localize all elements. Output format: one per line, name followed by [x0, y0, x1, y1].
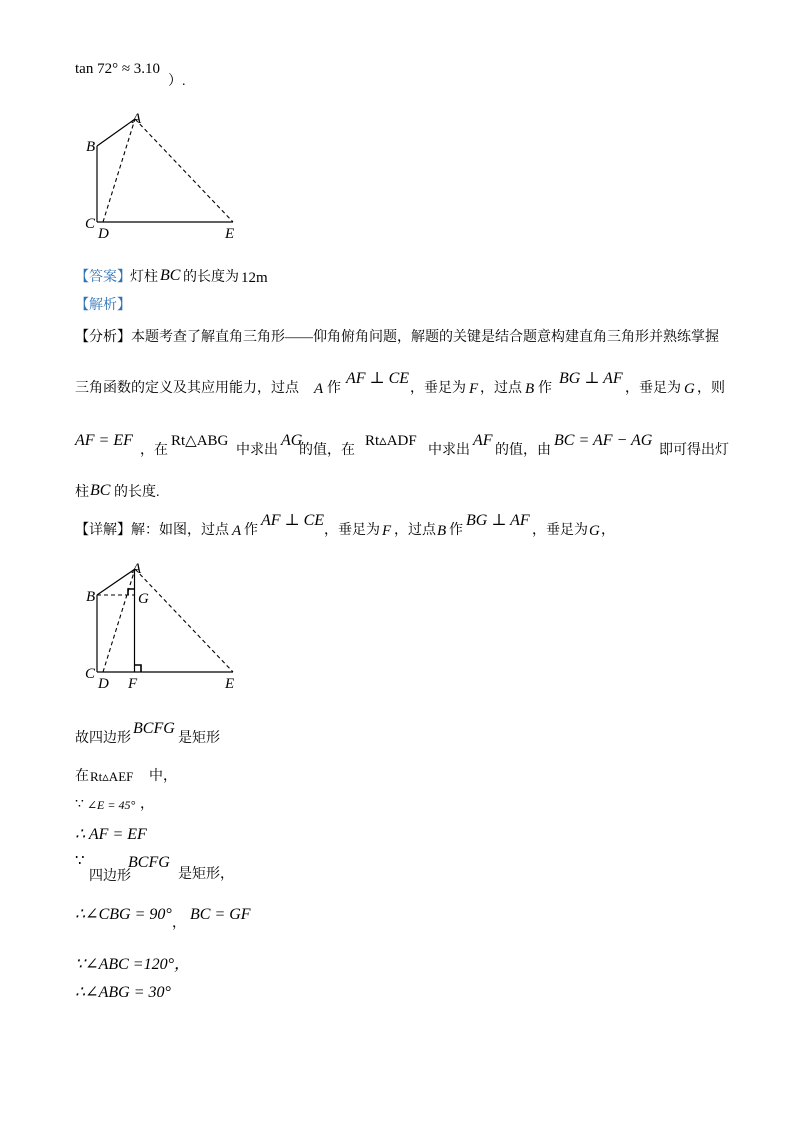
intro-line	[0, 60, 800, 89]
math-expression: AG	[281, 432, 303, 449]
label-g: G	[138, 591, 149, 607]
point-label: G	[684, 381, 695, 397]
label-d: D	[98, 676, 109, 692]
detail-text: 作	[449, 523, 463, 538]
math-expression: AF	[473, 432, 493, 449]
point-label: G	[589, 523, 600, 539]
answer-text: 灯柱	[130, 270, 158, 285]
detail-text: ，	[601, 523, 615, 538]
analysis-text: 的值，由	[495, 443, 551, 458]
step-6	[0, 906, 800, 931]
analysis-text: 的长度.	[114, 485, 160, 500]
step-text: ，	[172, 916, 186, 931]
answer-math: BC	[160, 267, 181, 284]
intro-expression: tan 72° ≈ 3.10	[75, 61, 161, 77]
analysis-text: 三角函数的定义及其应用能力，过点	[75, 381, 299, 396]
label-c: C	[85, 666, 96, 682]
label-c: C	[85, 216, 96, 232]
step-8	[0, 984, 800, 1006]
math-expression: ∴∠CBG = 90°	[75, 906, 172, 923]
label-e: E	[225, 226, 235, 242]
segment-ae	[135, 569, 233, 672]
analysis-text: 本题考查了解直角三角形——仰角俯角问题，解题的关键是结合题意构建直角三角形并熟练掌握	[131, 330, 719, 345]
math-expression: AF ⊥ CE	[346, 370, 410, 387]
math-expression: BCFG	[128, 854, 170, 871]
analysis-text: ，垂足为	[625, 381, 681, 396]
step-text: 故四边形	[75, 731, 131, 746]
analysis-text: ，垂足为	[410, 381, 466, 396]
step-3	[0, 796, 800, 818]
figure-1-diagram	[80, 108, 250, 243]
math-expression: ∵∠ABC =120°，	[75, 956, 191, 973]
step-7	[0, 956, 800, 978]
point-label: A	[314, 381, 324, 397]
detail-text: ，过点	[394, 523, 436, 538]
segment-ba	[97, 119, 135, 146]
analysis-text: ，则	[697, 381, 725, 396]
analysis-text: 即可得出灯	[659, 443, 729, 458]
point-label: B	[525, 381, 535, 397]
point-label: F	[469, 381, 479, 397]
math-expression: AF = EF	[75, 432, 133, 449]
label-f: F	[128, 676, 138, 692]
analysis-line-4	[0, 484, 800, 506]
point-label: F	[382, 523, 392, 539]
analysis-text: ，过点	[480, 381, 522, 396]
step-text: 是矩形，	[178, 867, 234, 882]
right-angle-mark-f	[135, 665, 141, 672]
step-2	[0, 768, 800, 790]
analysis-text: 中求出	[428, 443, 470, 458]
math-expression: ∴ AF = EF	[75, 826, 147, 843]
analysis-line-3	[0, 432, 800, 464]
step-text: ∵	[75, 797, 84, 812]
math-expression: Rt▵AEF	[90, 769, 134, 784]
analysis-line-1	[0, 329, 800, 351]
step-text: 是矩形	[178, 731, 220, 746]
detail-line	[0, 512, 800, 544]
label-e: E	[225, 676, 235, 692]
label-a: A	[132, 111, 142, 127]
math-expression: AF ⊥ CE	[261, 512, 325, 529]
segment-ae	[135, 119, 233, 222]
math-expression: ∠E = 45°	[87, 798, 136, 812]
detail-tag: 【详解】	[75, 523, 131, 538]
segment-da	[103, 119, 135, 222]
point-label: B	[437, 523, 447, 539]
analysis-text: 柱	[75, 485, 89, 500]
label-b: B	[86, 139, 96, 155]
detail-text: 作	[244, 523, 258, 538]
step-text: 四边形	[89, 869, 131, 884]
analysis-text: 作	[327, 381, 341, 396]
step-4	[0, 826, 800, 848]
step-1	[0, 720, 800, 752]
math-expression: Rt▵ADF	[365, 433, 417, 449]
step-text: ，	[140, 797, 154, 812]
detail-text: 解：如图，过点	[131, 523, 229, 538]
analysis-tag: 【分析】	[75, 330, 131, 345]
math-expression: BC = AF − AG	[554, 432, 653, 449]
detail-text: ，垂足为	[324, 523, 380, 538]
math-expression: BC	[90, 482, 111, 499]
answer-line	[0, 269, 800, 291]
math-expression: BC = GF	[190, 906, 251, 923]
analysis-text: 中求出	[236, 443, 278, 458]
answer-tag: 【答案】	[75, 270, 131, 285]
analysis-text: 作	[538, 381, 552, 396]
step-text: 在	[75, 769, 89, 784]
detail-text: ，垂足为	[532, 523, 588, 538]
math-expression: Rt△ABG	[171, 433, 229, 449]
segment-ba	[97, 569, 135, 595]
step-5	[0, 852, 800, 884]
analysis-text: 的值，在	[299, 443, 355, 458]
point-label: A	[232, 523, 242, 539]
math-expression: BG ⊥ AF	[559, 370, 623, 387]
label-d: D	[98, 226, 109, 242]
math-expression: BG ⊥ AF	[466, 512, 530, 529]
answer-value: 12m	[241, 270, 268, 286]
answer-text: 的长度为	[183, 270, 239, 285]
figure-2-diagram	[80, 558, 250, 693]
analysis-text: ，在	[140, 443, 168, 458]
jiexi-line	[0, 297, 800, 319]
intro-close: ）.	[168, 74, 186, 89]
analysis-line-2	[0, 370, 800, 402]
label-b: B	[86, 589, 96, 605]
step-text: ∵	[75, 853, 85, 869]
segment-da	[103, 569, 135, 672]
math-expression: ∴∠ABG = 30°	[75, 984, 171, 1001]
step-text: 中，	[149, 769, 177, 784]
label-a: A	[132, 561, 142, 577]
math-expression: BCFG	[133, 720, 175, 737]
jiexi-tag: 【解析】	[75, 298, 131, 313]
